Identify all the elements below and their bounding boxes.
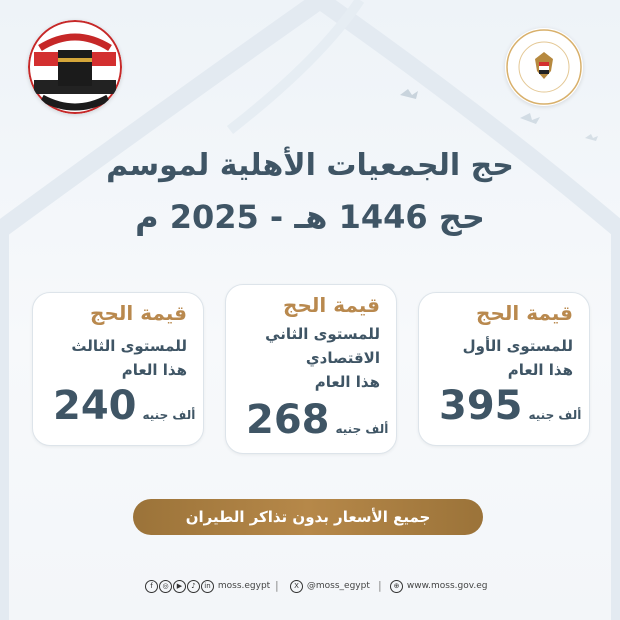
- card-level-label: للمستوى الأول: [462, 337, 573, 355]
- card-price: [439, 383, 581, 429]
- tiktok-icon[interactable]: ♪: [187, 580, 200, 593]
- price-value: 268: [246, 397, 330, 443]
- card-level-label: للمستوى الثاني: [265, 325, 380, 343]
- price-unit: ألف جنيه: [142, 408, 196, 422]
- bird-icon: [400, 89, 418, 99]
- card-title: قيمة الحج: [90, 301, 187, 325]
- divider: |: [378, 579, 382, 592]
- price-value: 240: [53, 383, 137, 429]
- social-handle[interactable]: moss.egypt: [217, 581, 271, 591]
- card-year-label: هذا العام: [314, 373, 380, 391]
- instagram-icon[interactable]: ◎: [159, 580, 172, 593]
- card-price: [246, 397, 388, 443]
- price-value: 395: [439, 383, 523, 429]
- divider: |: [275, 579, 279, 592]
- social-links[interactable]: [145, 580, 270, 593]
- card-level-label: للمستوى الثالث: [71, 337, 187, 355]
- globe-icon[interactable]: ⊕: [390, 580, 403, 593]
- price-unit: ألف جنيه: [528, 408, 582, 422]
- price-card-level-1: [418, 292, 590, 446]
- facebook-icon[interactable]: f: [145, 580, 158, 593]
- page-title: حج الجمعيات الأهلية لموسم: [106, 148, 514, 183]
- linkedin-icon[interactable]: in: [201, 580, 214, 593]
- card-year-label: هذا العام: [121, 361, 187, 379]
- card-price: [53, 383, 195, 429]
- card-title: قيمة الحج: [476, 301, 573, 325]
- x-link[interactable]: [290, 580, 370, 593]
- ministry-logo: [505, 28, 583, 106]
- card-year-label: هذا العام: [507, 361, 573, 379]
- youtube-icon[interactable]: ▶: [173, 580, 186, 593]
- hajj-logo: [28, 20, 122, 114]
- card-title: قيمة الحج: [283, 293, 380, 317]
- footer: [0, 576, 620, 600]
- page-subtitle: حج 1446 هـ - 2025 م: [135, 198, 485, 236]
- website-url[interactable]: www.moss.gov.eg: [406, 581, 488, 591]
- card-level-sublabel: الاقتصادي: [305, 349, 380, 367]
- x-icon[interactable]: X: [290, 580, 303, 593]
- price-card-level-3: [32, 292, 204, 446]
- bird-icon: [585, 134, 598, 141]
- x-handle[interactable]: @moss_egypt: [306, 581, 370, 591]
- website-link[interactable]: [390, 580, 487, 593]
- price-unit: ألف جنيه: [335, 422, 389, 436]
- note-banner: جميع الأسعار بدون تذاكر الطيران: [133, 499, 483, 535]
- price-card-level-2: [225, 284, 397, 454]
- bird-icon: [520, 113, 540, 124]
